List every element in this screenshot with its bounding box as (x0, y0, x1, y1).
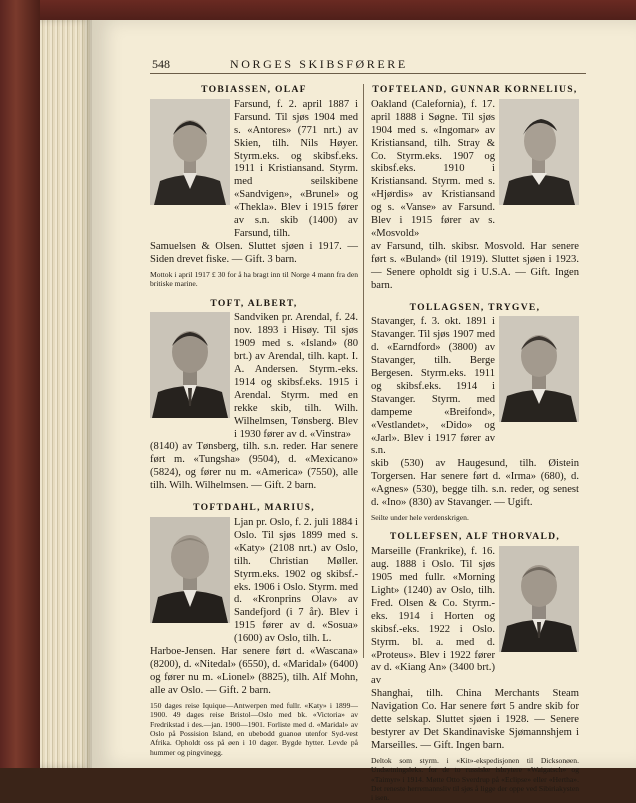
entry-text-continued: Samuelsen & Olsen. Sluttet sjøen i 1917. — Siden drevet fiske. — Gift. 3 barn. (150, 240, 358, 265)
running-title: NORGES SKIBSFØRERE (230, 57, 408, 71)
portrait-photo (499, 99, 579, 205)
left-column (150, 84, 358, 757)
entry-text: Sandviken pr. Arendal, f. 24. nov. 1893 i Hisøy. Til sjøs 1909 med s. «Island» (80 brt.) av Arendal, tilh. kapt. I. A. Andersen. Styrm.-eks. 1914 og skibsf.eks. 1915 i Arendal. Styrm. med en rekke skib, tilh. Wilh. Wilhelmsen, Tønsberg. Blev i 1930 fører av d. «Vinstra» (234, 312, 358, 440)
entry-tollefsen (371, 531, 579, 802)
column-divider (363, 84, 364, 658)
entry-name: TOFT, ALBERT, (210, 297, 298, 309)
entry-note: Deltok som styrm. i «Kit»-ekspedisjonen til Dicksonøen. Undsetningsleks. for de to russiske isbrytere «Waigatsch» og «Taimyr» i 1914. Møtte Otto Sverdrup på «Eclipse» eller «Hertha». Det reneste herremannsliv til sjøs å ligge der oppe ved Sibiriakysten i isen. (371, 755, 579, 803)
entry-text-continued: skib (530) av Haugesund, tilh. Øistein Torgersen. Har senere ført d. «Irma» (680), d. «Agnes» (530), begge tilh. s.n. reder, og senest d. «Ino» (830) av Stavanger. — Ugift. (371, 458, 579, 509)
entry-name: TOLLAGSEN, TRYGVE, (409, 301, 541, 313)
portrait-photo (499, 316, 579, 422)
entry-tollagsen (371, 302, 579, 523)
entry-name: TOBIASSEN, OLAF (201, 84, 307, 95)
entry-tobiassen (150, 84, 358, 289)
entry-text: Marseille (Frankrike), f. 16. aug. 1888 i Oslo. Til sjøs 1905 med fullr. «Morning Light» (1240) av Oslo, tilh. Fred. Olsen & Co. Styrm.-eks. 1914 i Horten og skibsf.-eks. 1922 i Oslo. Styrm. bl. a. med d. «Proteus». Blev i 1922 fører av d. «Kiang An» (3400 brt.) av (371, 546, 495, 687)
portrait-man-icon (150, 312, 230, 418)
portrait-photo (150, 312, 230, 418)
book-cover-spine (0, 0, 40, 768)
entry-name: TOLLEFSEN, ALF THORVALD, (389, 531, 561, 543)
entry-toft (150, 298, 358, 494)
portrait-man-icon (150, 517, 230, 623)
entry-text: Oakland (Calefornia), f. 17. april 1888 i Søgne. Til sjøs 1904 med s. «Ingomar» av Kristiansand, tilh. Stray & Co. Styrm.eks. 1907 og skibsf.eks. 1910 i Kristiansand. Styrm. med s. «Hjørdis» av Kristiansand og s. «Vanse» av Farsund. Blev i 1915 fører av s. «Mosvold» (371, 98, 495, 239)
entry-text-continued: Harboe-Jensen. Har senere ført d. «Wascana» (8200), d. «Nitedal» (6550), d. «Maridal» (6400) og fører nu m. «Lionel» (8825), tilh. Alf Mohn, alle av Oslo. — Gift. 2 barn. (150, 646, 358, 696)
portrait-photo (150, 99, 230, 205)
entry-name: TOFTDAHL, MARIUS, (193, 502, 315, 514)
portrait-man-icon (499, 316, 579, 422)
entry-text-continued: Shanghai, tilh. China Merchants Steam Navigation Co. Har senere ført 5 andre skib for dette selskap. Sluttet sjøen i 1928. — Senere bestyrer av Det Skandinaviske Sjømannshjem i Marseilles. — Gift. Ingen barn. (371, 688, 579, 751)
entry-text: Farsund, f. 2. april 1887 i Farsund. Til sjøs 1904 med s. «Antores» (771 nrt.) av Skien, tilh. Nils Høyer. Styrm.eks. og skibsf.eks. 1911 i Kristiansand. Styrm. med seilskibene «Sandvigen», «Brunel» og «Thekla». Blev i 1915 fører av s.n. skib (1400) av Farsund, tilh. (234, 98, 358, 239)
entry-tofteland (371, 84, 579, 293)
entry-text-continued: (8140) av Tønsberg, tilh. s.n. reder. Har senere ført m. «Tungsha» (9504), d. «Mexicano» (5824), og fører nu m. «America» (7550), alle tilh. Wilh. Wilhelmsen. — Gift. 2 barn. (150, 441, 358, 492)
entry-note: Seilte under hele verdenskrigen. (371, 513, 469, 522)
entry-name: TOFTELAND, GUNNAR KORNELIUS, (372, 84, 578, 95)
entry-text: Stavanger, f. 3. okt. 1891 i Stavanger. Til sjøs 1907 med d. «Earndford» (3800) av Stavanger, tilh. Berge Bergesen. Styrm.eks. 1911 og skibsf.eks. 1914 i Stavanger. Styrm. med dampeme «Breifond», «Vestlandet», «Dido» og «Jarl». Blev i 1917 fører av s.n. (371, 316, 495, 457)
portrait-man-icon (499, 546, 579, 652)
header-rule (150, 73, 586, 74)
entry-text: Ljan pr. Oslo, f. 2. juli 1884 i Oslo. Til sjøs 1899 med s. «Katy» (2108 nrt.) av Oslo, tilh. Christian Møller. Styrm.eks. 1902 og skibsf.-eks. 1906 i Oslo. Styrm. med d. «Kronprins Olav» av Sandefjord (i 7 år). Blev i 1915 fører av d. «Sosua» (1600) av Oslo, tilh. L. (234, 517, 358, 645)
portrait-photo (150, 517, 230, 623)
right-column (371, 84, 579, 803)
entry-note: Mottok i april 1917 £ 30 for å ha bragt inn til Norge 4 mann fra den britiske marine. (150, 269, 358, 289)
portrait-man-icon (499, 99, 579, 205)
entry-text-continued: av Farsund, tilh. skibsr. Mosvold. Har senere ført s. «Buland» (til 1919). Sluttet sjøen i 1923. — Senere opholdt sig i U.S.A. — Gift. Ingen barn. (371, 240, 579, 291)
portrait-photo (499, 546, 579, 652)
portrait-man-icon (150, 99, 230, 205)
entry-toftdahl (150, 502, 358, 757)
entry-note: 150 dages reise Iquique—Antwerpen med fullr. «Katy» i 1899—1900. 49 dages reise Bristol—Oslo med bk. «Victoria» av Fredrikstad i des.—jan. 1900—1901. Forliste med d. «Maridal» av Oslo på Possision Island, en ubebodd guanoø utenfor Syd-vest Afrika. Opholdt oss på øen i 10 dager. Bygde hytter. Levde på hummer og pingvinegg. (150, 700, 358, 757)
page-number: 548 (152, 57, 170, 71)
page-edges (40, 20, 92, 768)
